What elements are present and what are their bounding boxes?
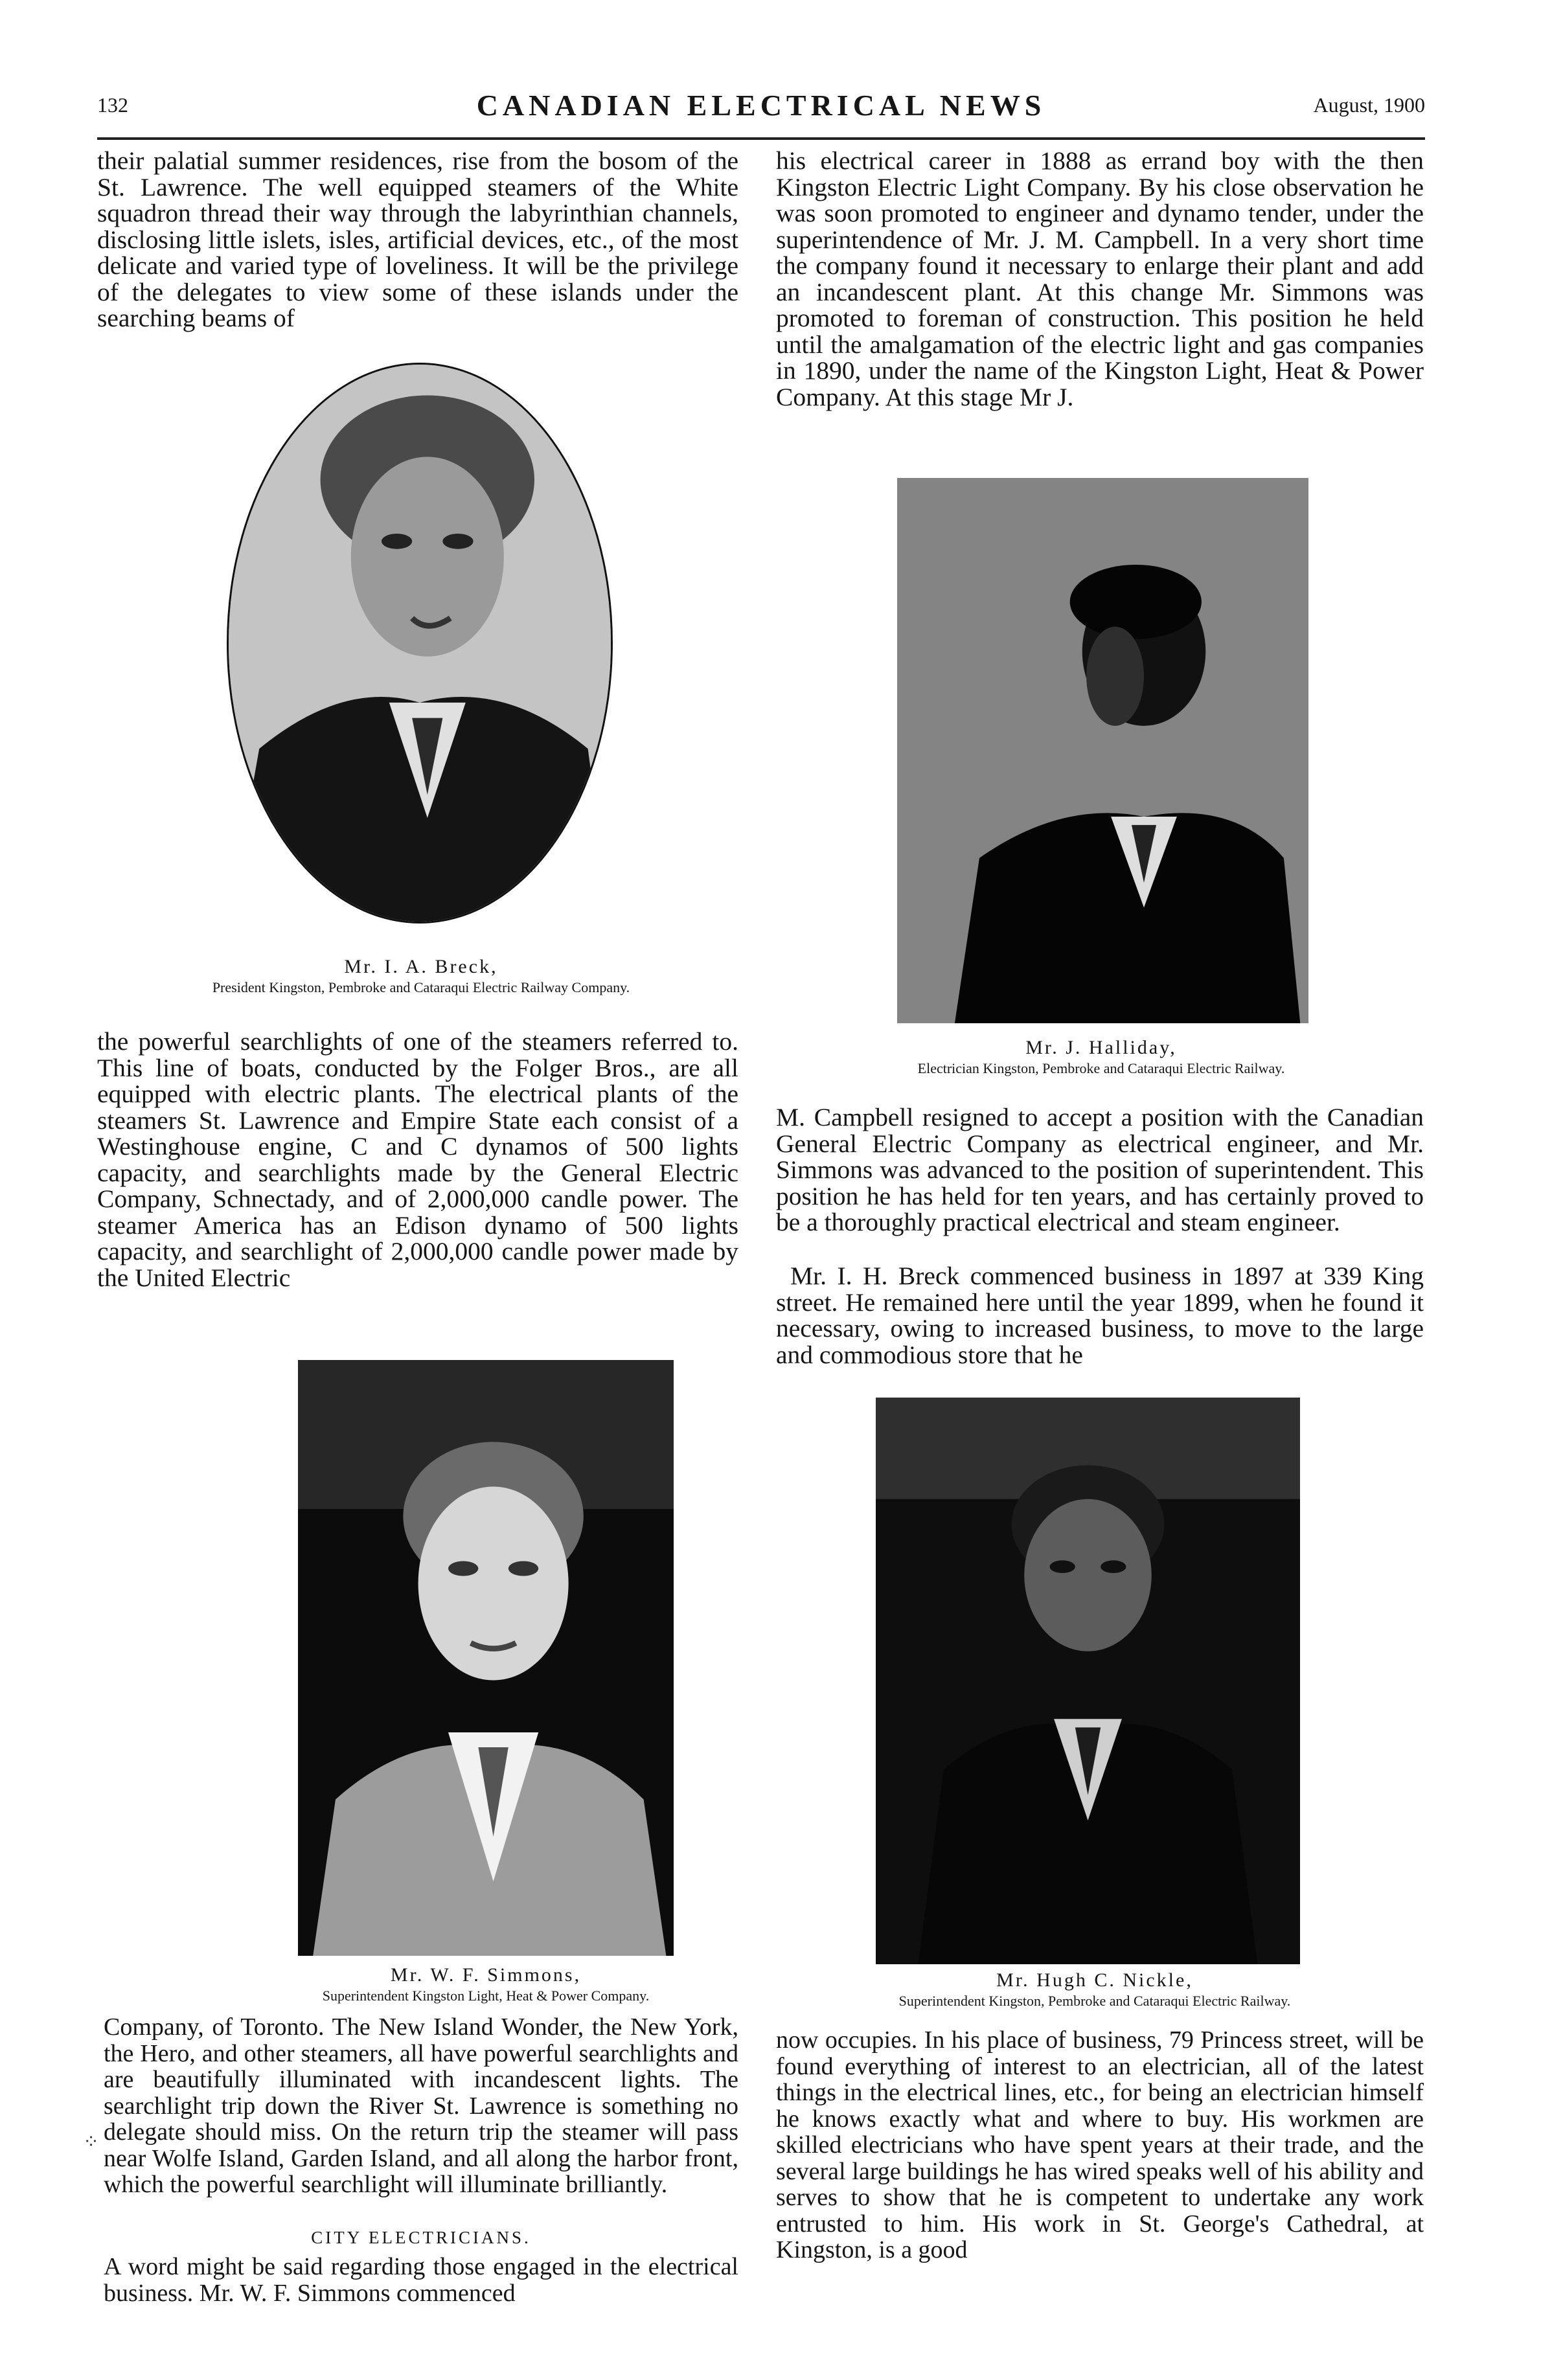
margin-mark: ⁘: [83, 2131, 100, 2153]
page-number: 132: [97, 93, 128, 117]
left-paragraph-4: A word might be said regarding those engaged in the electrical business. Mr. W. F. Simmons commenced: [104, 2253, 738, 2307]
right-paragraph-1: his electrical career in 1888 as errand boy with the then Kingston Electric Light Company. By his close observation he was soon promoted to engineer and dynamo tender, under the superintendence of Mr. J. M. Campbell. In a very short time the company found it necessary to enlarge their plant and add an incandescent plant. At this change Mr. Simmons was promoted to foreman of construction. This position he held until the amalgamation of the electric light and gas companies in 1890, under the name of the Kingston Light, Heat & Power Company. At this stage Mr J.: [776, 146, 1424, 411]
halliday-caption: [810, 1036, 1393, 1078]
nickle-name: Mr. Hugh C. Nickle,: [996, 1969, 1193, 1991]
right-paragraph-2: M. Campbell resigned to accept a position with the Canadian General Electric Company as electrical engineer, and Mr. Simmons was advanced to the position of superintendent. This position he has held for ten years, and has certainly proved to be a thoroughly practical electrical and steam engineer.: [776, 1103, 1424, 1236]
section-heading-city-electricians: CITY ELECTRICIANS.: [311, 2228, 531, 2247]
nickle-caption: [803, 1969, 1386, 2010]
breck-caption: [117, 955, 725, 997]
breck-name: Mr. I. A. Breck,: [344, 956, 498, 977]
halliday-name: Mr. J. Halliday,: [1025, 1037, 1177, 1058]
issue-date: August, 1900: [1313, 93, 1425, 117]
simmons-caption: [168, 1964, 803, 2005]
left-paragraph-1: their palatial summer residences, rise from the bosom of the St. Lawrence. The well equipped steamers of the White squadron thread their way through the labyrinthian channels, disclosing little islets, isles, artificial devices, etc., of the most delicate and varied type of loveliness. It will be the privilege of the delegates to view some of these islands under the searching beams of: [97, 146, 738, 332]
simmons-portrait-photo: [298, 1360, 674, 1956]
breck-role: President Kingston, Pembroke and Cataraqui Electric Railway Company.: [212, 979, 630, 995]
halliday-portrait-photo: [897, 478, 1308, 1023]
nickle-portrait-photo: [876, 1398, 1300, 1964]
simmons-role: Superintendent Kingston Light, Heat & Power Company.: [322, 1988, 650, 2004]
left-paragraph-3: Company, of Toronto. The New Island Wonder, the New York, the Hero, and other steamers, all have powerful searchlights and are beautifully illuminated with incandescent lights. The searchlight trip down the River St. Lawrence is something no delegate should miss. On the return trip the steamer will pass near Wolfe Island, Garden Island, and all along the harbor front, which the powerful searchlight will illuminate brilliantly.: [104, 2013, 738, 2198]
right-paragraph-4: now occupies. In his place of business, 79 Princess street, will be found everything of interest to an electrician, all of the latest things in the electrical lines, etc., for being an electrician himself he knows exactly what and where to buy. His workmen are skilled electricians who have spent years at their trade, and the several large buildings he has wired speaks well of his ability and serves to show that he is competent to undertake any work entrusted to him. His work in St. George's Cathedral, at Kingston, is a good: [776, 2026, 1424, 2263]
right-paragraph-3: Mr. I. H. Breck commenced business in 1897 at 339 King street. He remained here until the year 1899, when he found it necessary, owing to increased business, to move to the large and commodious store that he: [776, 1262, 1424, 1369]
halliday-role: Electrician Kingston, Pembroke and Cataraqui Electric Railway.: [917, 1060, 1285, 1076]
simmons-name: Mr. W. F. Simmons,: [390, 1964, 582, 1986]
left-paragraph-2: the powerful searchlights of one of the steamers referred to. This line of boats, conducted by the Folger Bros., are all equipped with electric plants. The electrical plants of the steamers St. Lawrence and Empire State each consist of a Westinghouse engine, C and C dynamos of 500 lights capacity, and searchlights made by the General Electric Company, Schnectady, and of 2,000,000 candle power. The steamer America has an Edison dynamo of 500 lights capacity, and searchlight of 2,000,000 candle power made by the United Electric: [97, 1027, 738, 1292]
nickle-role: Superintendent Kingston, Pembroke and Cataraqui Electric Railway.: [898, 1993, 1291, 2009]
journal-title: CANADIAN ELECTRICAL NEWS: [476, 89, 1046, 122]
breck-portrait-photo: [227, 363, 613, 924]
header-rule: [97, 137, 1425, 140]
running-header: [97, 88, 1425, 130]
